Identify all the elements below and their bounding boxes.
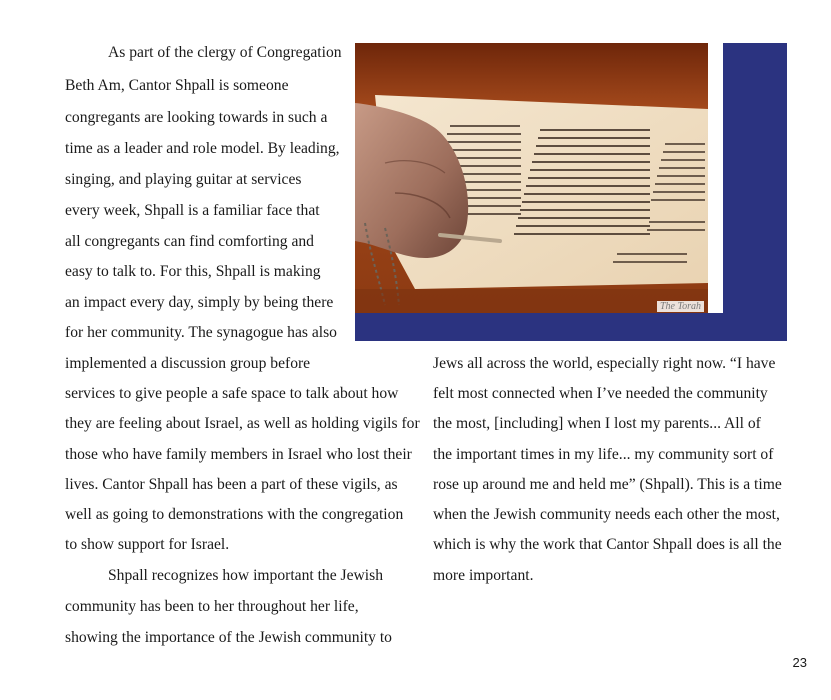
torah-illustration bbox=[355, 43, 708, 313]
text-line: Shpall recognizes how important the Jewish bbox=[108, 567, 383, 584]
blue-accent-bar bbox=[355, 313, 787, 341]
text-line: implemented a discussion group before bbox=[65, 355, 311, 372]
text-line: rose up around me and held me” (Shpall). This is a time bbox=[433, 476, 782, 493]
text-line: more important. bbox=[433, 567, 534, 584]
text-line: services to give people a safe space to talk about how bbox=[65, 385, 399, 402]
text-line: easy to talk to. For this, Shpall is making bbox=[65, 263, 321, 280]
photo-frame bbox=[355, 43, 787, 341]
text-line: those who have family members in Israel who lost their bbox=[65, 446, 412, 463]
text-line: community has been to her throughout her life, bbox=[65, 598, 359, 615]
text-line: when the Jewish community needs each other the most, bbox=[433, 506, 780, 523]
text-line: all congregants can find comforting and bbox=[65, 233, 314, 250]
text-line: an impact every day, simply by being there bbox=[65, 294, 334, 311]
text-line: they are feeling about Israel, as well as holding vigils for bbox=[65, 415, 420, 432]
text-line: to show support for Israel. bbox=[65, 536, 230, 553]
text-line: showing the importance of the Jewish community to bbox=[65, 629, 392, 646]
text-line: well as going to demonstrations with the congregation bbox=[65, 506, 404, 523]
text-line: Jews all across the world, especially right now. “I have bbox=[433, 355, 776, 372]
text-line: which is why the work that Cantor Shpall does is all the bbox=[433, 536, 782, 553]
text-line: Beth Am, Cantor Shpall is someone bbox=[65, 77, 289, 94]
text-line: As part of the clergy of Congregation bbox=[108, 44, 342, 61]
text-line: every week, Shpall is a familiar face that bbox=[65, 202, 320, 219]
page-number: 23 bbox=[792, 655, 807, 670]
text-line: the most, [including] when I lost my parents... All of bbox=[433, 415, 761, 432]
photo-caption: The Torah bbox=[657, 301, 704, 312]
torah-photo bbox=[355, 43, 708, 313]
text-line: singing, and playing guitar at services bbox=[65, 171, 302, 188]
text-line: time as a leader and role model. By leading, bbox=[65, 140, 340, 157]
text-line: for her community. The synagogue has also bbox=[65, 324, 337, 341]
text-line: the important times in my life... my community sort of bbox=[433, 446, 774, 463]
text-line: lives. Cantor Shpall has been a part of these vigils, as bbox=[65, 476, 398, 493]
text-line: felt most connected when I’ve needed the community bbox=[433, 385, 768, 402]
blue-accent-block bbox=[723, 43, 787, 341]
text-line: congregants are looking towards in such a bbox=[65, 109, 328, 126]
